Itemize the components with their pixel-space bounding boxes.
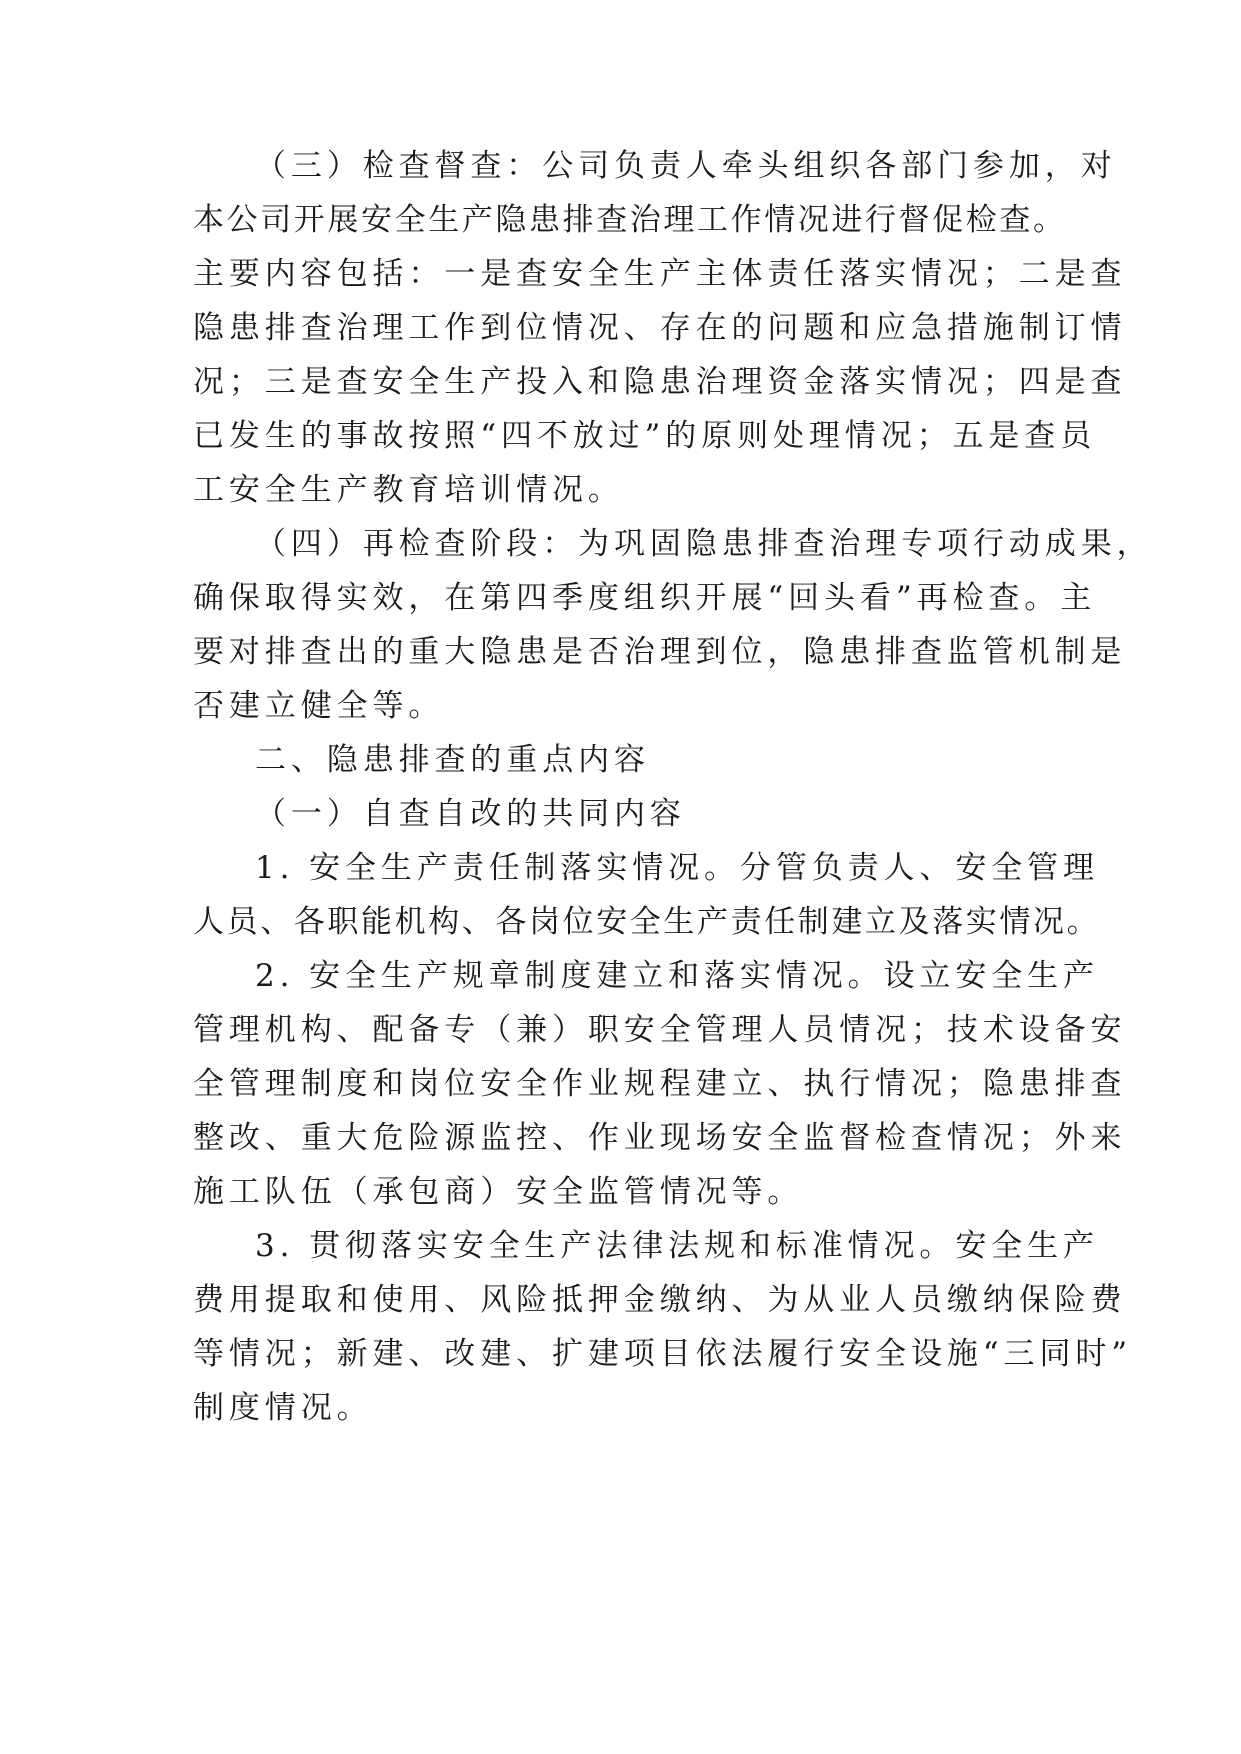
paragraph-line: 隐患排查治理工作到位情况、存在的问题和应急措施制订情 <box>193 310 1127 346</box>
paragraph-line: 制度情况。 <box>193 1390 373 1426</box>
paragraph-line: 2. 安全生产规章制度建立和落实情况。设立安全生产 <box>255 958 1099 994</box>
paragraph-line: 1. 安全生产责任制落实情况。分管负责人、安全管理 <box>255 850 1099 886</box>
paragraph-line: 已发生的事故按照“四不放过”的原则处理情况；五是查员 <box>193 418 1097 454</box>
paragraph-line: 主要内容包括：一是查安全生产主体责任落实情况；二是查 <box>193 256 1127 292</box>
paragraph-line: 全管理制度和岗位安全作业规程建立、执行情况；隐患排查 <box>193 1066 1127 1102</box>
paragraph-line: 3. 贯彻落实安全生产法律法规和标准情况。安全生产 <box>255 1228 1099 1264</box>
paragraph-line: 整改、重大危险源监控、作业现场安全监督检查情况；外来 <box>193 1120 1127 1156</box>
paragraph-line: 费用提取和使用、风险抵押金缴纳、为从业人员缴纳保险费 <box>193 1282 1127 1318</box>
subsection-heading: （一）自查自改的共同内容 <box>255 796 686 832</box>
paragraph-line: 管理机构、配备专（兼）职安全管理人员情况；技术设备安 <box>193 1012 1127 1048</box>
paragraph-line: 确保取得实效，在第四季度组织开展“回头看”再检查。主 <box>193 580 1097 616</box>
paragraph-line: 施工队伍（承包商）安全监管情况等。 <box>193 1174 804 1210</box>
section-heading: 二、隐患排查的重点内容 <box>255 742 650 778</box>
paragraph-line: 本公司开展安全生产隐患排查治理工作情况进行督促检查。 <box>193 202 1067 238</box>
paragraph-line: 等情况；新建、改建、扩建项目依法履行安全设施“三同时” <box>193 1336 1132 1372</box>
paragraph-line: 工安全生产教育培训情况。 <box>193 472 624 508</box>
paragraph-line: 要对排查出的重大隐患是否治理到位，隐患排查监管机制是 <box>193 634 1127 670</box>
paragraph-line: 况；三是查安全生产投入和隐患治理资金落实情况；四是查 <box>193 364 1127 400</box>
paragraph-line: 人员、各职能机构、各岗位安全生产责任制建立及落实情况。 <box>193 904 1101 940</box>
paragraph-line: （三）检查督查：公司负责人牵头组织各部门参加，对 <box>255 148 1117 184</box>
paragraph-line: （四）再检查阶段：为巩固隐患排查治理专项行动成果， <box>255 526 1153 562</box>
paragraph-line: 否建立健全等。 <box>193 688 445 724</box>
